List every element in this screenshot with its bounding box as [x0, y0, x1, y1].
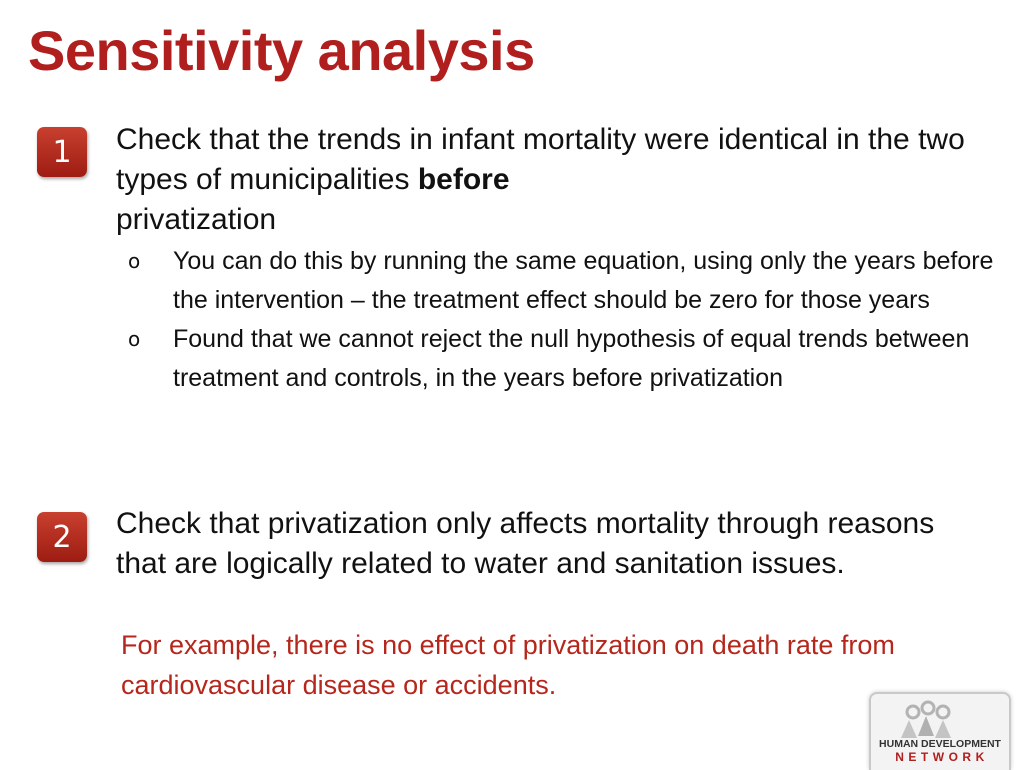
- item-2-text: Check that privatization only affects mortality through reasons that are logically related to water and sanitation issues.: [116, 507, 935, 580]
- subpoint-1: [116, 242, 996, 320]
- logo-line1: HUMAN DEVELOPMENT: [879, 738, 1001, 750]
- slide-title: Sensitivity analysis: [28, 19, 535, 82]
- circle-bullet-icon: o: [128, 249, 141, 273]
- subpoint-2-text: Found that we cannot reject the null hypothesis of equal trends between treatment and controls, in the years before privatization: [173, 325, 970, 392]
- logo-line2: NETWORK: [895, 750, 989, 764]
- item-1-bold: before: [417, 163, 510, 196]
- item-1-subpoints: [116, 242, 996, 398]
- item-1-text: [116, 120, 996, 240]
- subpoint-1-text: You can do this by running the same equation, using only the years before the intervention – the treatment effect should be zero for those years: [173, 247, 994, 314]
- human-development-network-logo-icon: [871, 694, 1009, 770]
- item-1-text-end: privatization: [116, 203, 277, 236]
- human-development-network-logo: [869, 692, 1011, 770]
- item-1-text-start: Check that the trends in infant mortality were identical in the two types of municipalities: [116, 123, 965, 196]
- number-badge-1: 1: [37, 127, 87, 177]
- number-badge-2: 2: [37, 512, 87, 562]
- circle-bullet-icon: o: [128, 327, 141, 351]
- example-note: For example, there is no effect of privatization on death rate from cardiovascular disease or accidents.: [121, 630, 895, 700]
- subpoint-2: [116, 320, 996, 398]
